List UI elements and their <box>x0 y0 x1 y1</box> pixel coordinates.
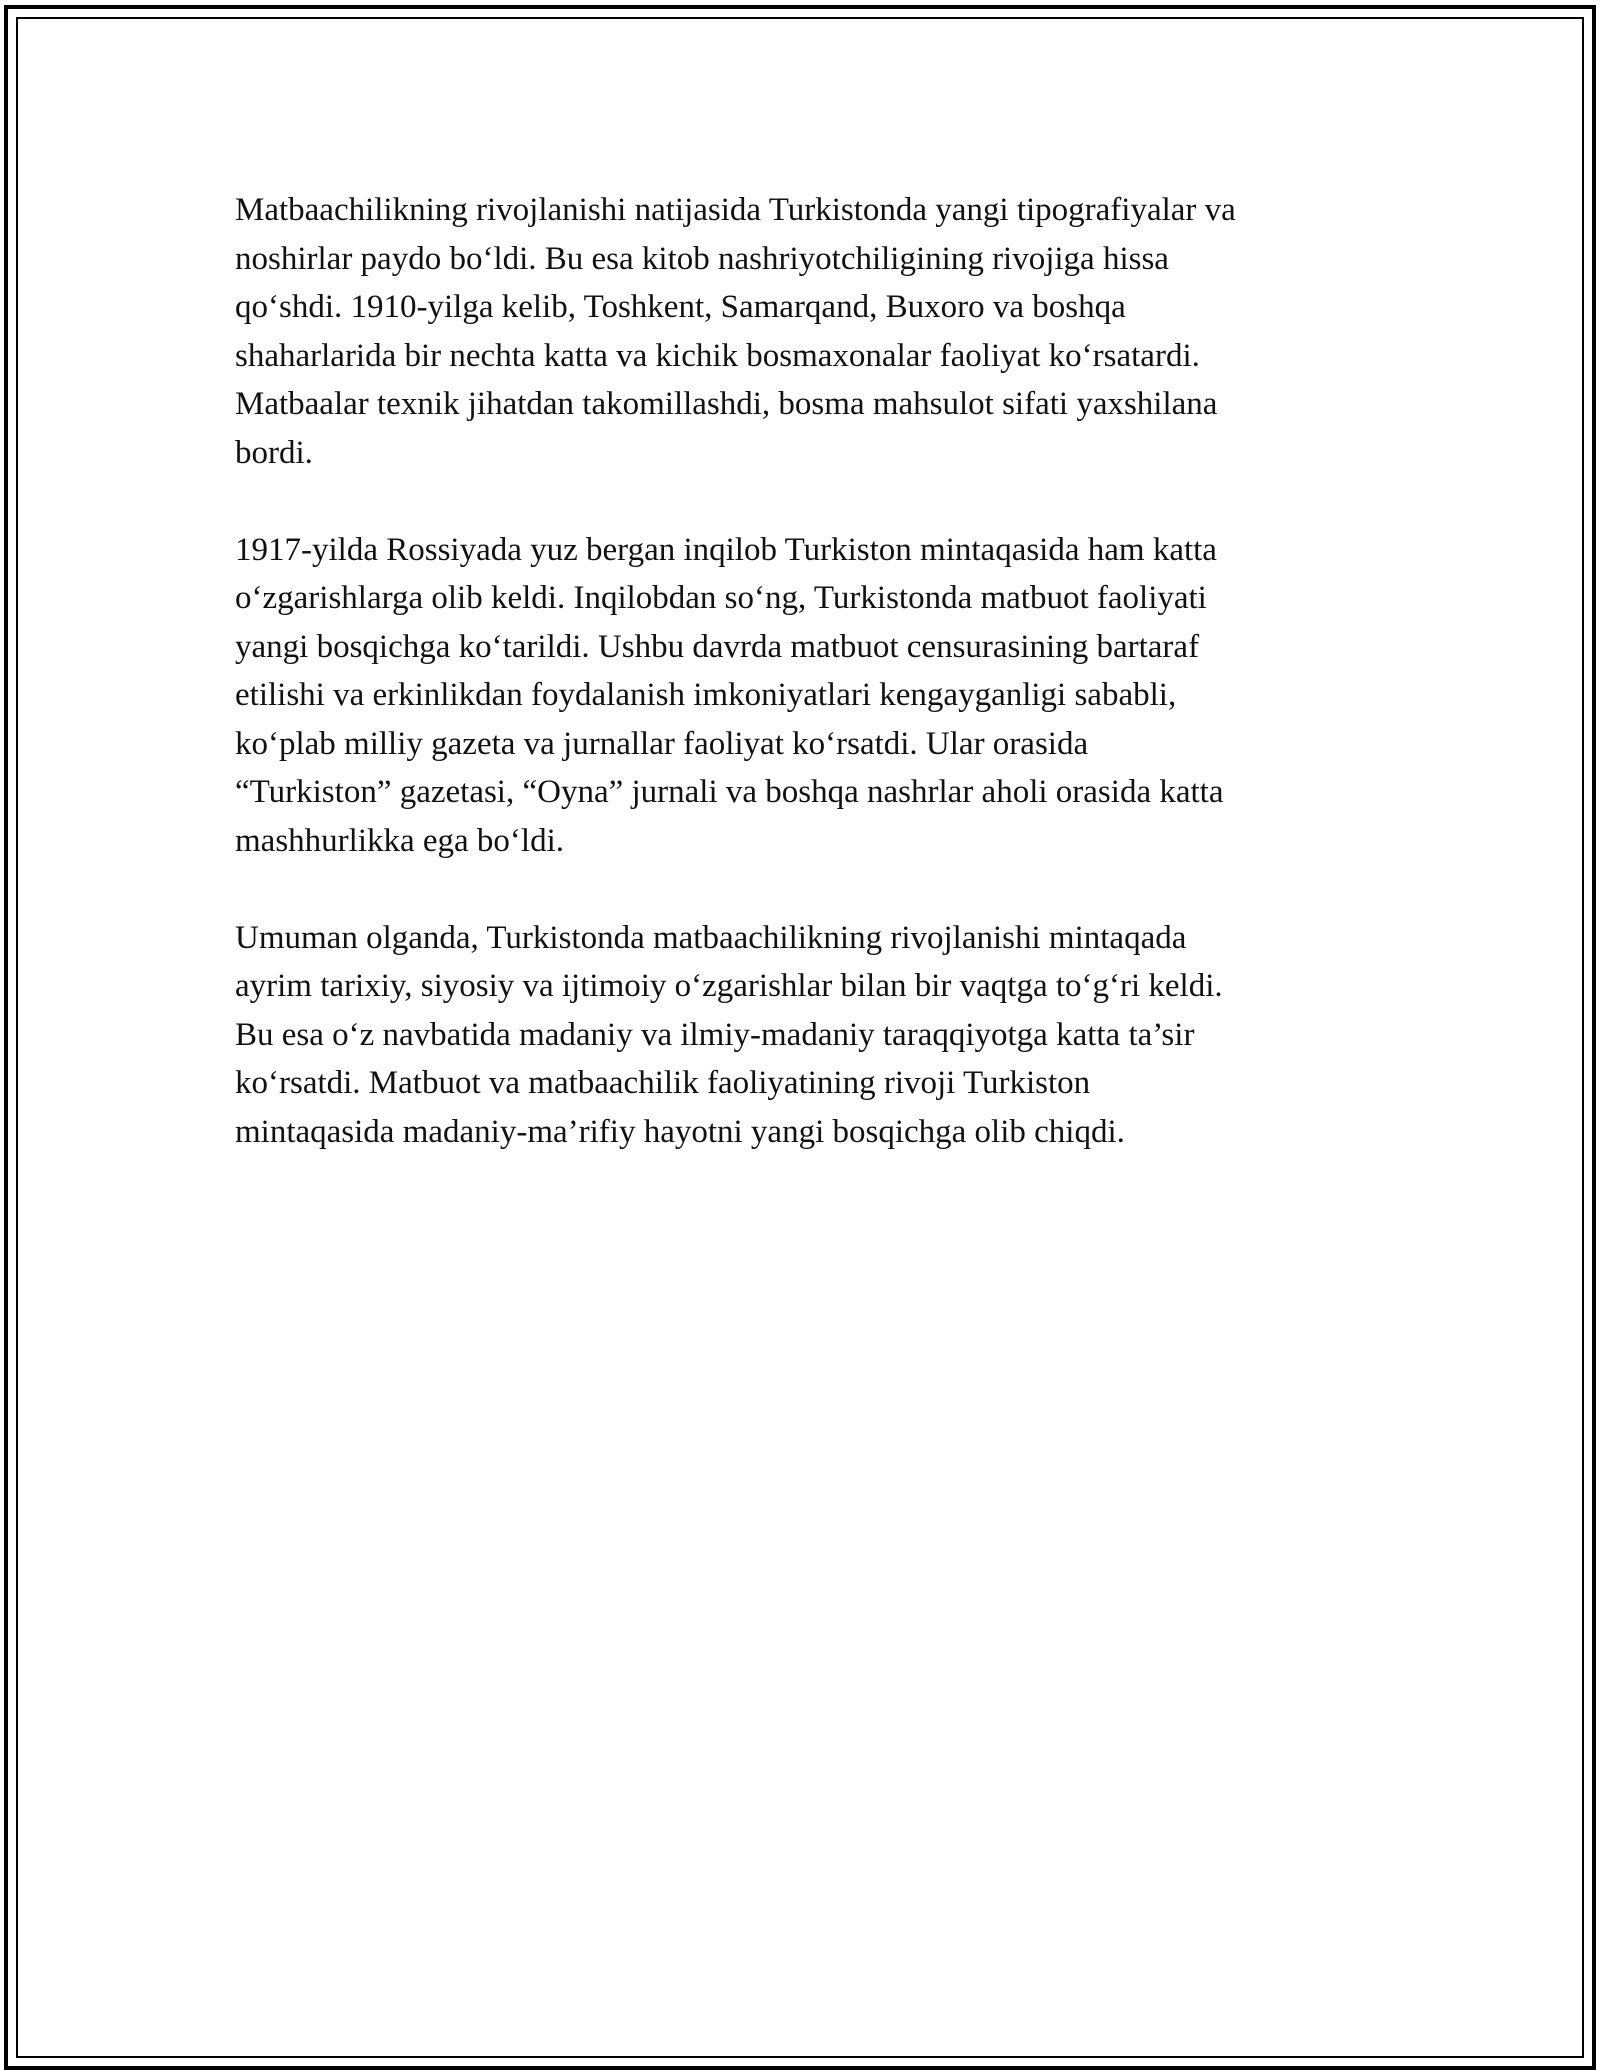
text-line: o‘zgarishlarga olib keldi. Inqilobdan so‘ng, Turkistonda matbuot faoliyati <box>235 580 1207 616</box>
text-line: qo‘shdi. 1910-yilga kelib, Toshkent, Samarqand, Buxoro va boshqa <box>235 289 1126 325</box>
text-line: 1917-yilda Rossiyada yuz bergan inqilob Turkiston mintaqasida ham katta <box>235 531 1217 568</box>
text-line: ko‘rsatdi. Matbuot va matbaachilik faoliyatining rivoji Turkiston <box>235 1065 1091 1101</box>
text-line: etilishi va erkinlikdan foydalanish imkoniyatlari kengayganligi sababli, <box>235 677 1177 713</box>
text-line: ayrim tarixiy, siyosiy va ijtimoiy o‘zgarishlar bilan bir vaqtga to‘g‘ri keldi. <box>235 968 1223 1004</box>
text-line: mashhurlikka ega bo‘ldi. <box>235 822 565 859</box>
paragraph-3 <box>235 914 1355 1157</box>
text-line: bordi. <box>235 434 313 471</box>
text-line: yangi bosqichga ko‘tarildi. Ushbu davrda matbuot censurasining bartaraf <box>235 628 1200 665</box>
text-line: Matbaalar texnik jihatdan takomillashdi, bosma mahsulot sifati yaxshilana <box>235 386 1218 422</box>
text-line: Umuman olganda, Turkistonda matbaachilikning rivojlanishi mintaqada <box>235 919 1187 956</box>
document-body <box>235 186 1355 1205</box>
text-line: ko‘plab milliy gazeta va jurnallar faoliyat ko‘rsatdi. Ular orasida <box>235 725 1089 762</box>
text-line: “Turkiston” gazetasi, “Oyna” jurnali va boshqa nashrlar aholi orasida katta <box>235 774 1224 810</box>
text-line: Bu esa o‘z navbatida madaniy va ilmiy-madaniy taraqqiyotga katta ta’sir <box>235 1016 1195 1053</box>
text-line: mintaqasida madaniy-ma’rifiy hayotni yangi bosqichga olib chiqdi. <box>235 1113 1125 1150</box>
text-line: shaharlarida bir nechta katta va kichik bosmaxonalar faoliyat ko‘rsatardi. <box>235 337 1200 374</box>
paragraph-2 <box>235 526 1355 866</box>
text-line: Matbaachilikning rivojlanishi natijasida Turkistonda yangi tipografiyalar va <box>235 192 1236 228</box>
text-line: noshirlar paydo bo‘ldi. Bu esa kitob nashriyotchiligining rivojiga hissa <box>235 240 1169 277</box>
paragraph-1 <box>235 186 1355 477</box>
